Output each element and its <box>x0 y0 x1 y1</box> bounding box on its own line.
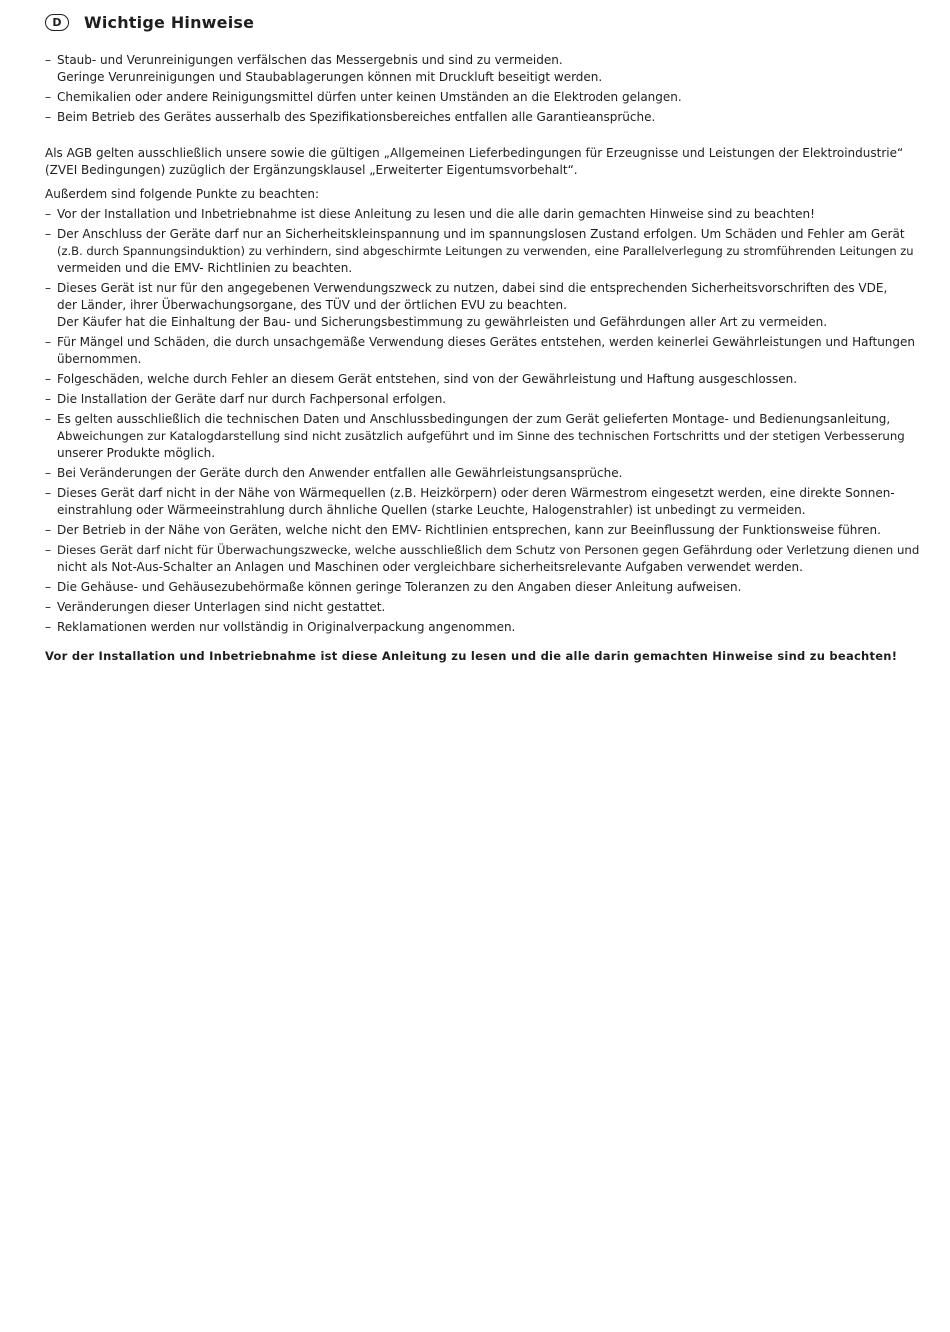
list-item <box>45 485 910 519</box>
list-item <box>45 599 910 616</box>
language-badge: D <box>45 14 69 31</box>
list-item <box>45 52 910 86</box>
list-item-line: – Dieses Gerät ist nur für den angegebenen Verwendungszweck zu nutzen, dabei sind die entsprechenden Sicherheitsvorschriften des VDE, <box>57 281 888 295</box>
list-item-line: Abweichungen zur Katalogdarstellung sind nicht zusätzlich aufgeführt und im Sinne des technischen Fortschritts und der stetigen Verbesserung <box>57 429 905 443</box>
list-item-line: – Veränderungen dieser Unterlagen sind nicht gestattet. <box>57 600 386 614</box>
list-item-line: – Reklamationen werden nur vollständig in Originalverpackung angenommen. <box>57 620 516 634</box>
list-item-line: – Die Installation der Geräte darf nur durch Fachpersonal erfolgen. <box>57 392 447 406</box>
list-item-line: – Für Mängel und Schäden, die durch unsachgemäße Verwendung dieses Gerätes entstehen, werden keinerlei Gewährleistungen und Haftungen <box>57 335 916 349</box>
intro-section <box>45 52 910 129</box>
agb-line: Als AGB gelten ausschließlich unsere sowie die gültigen „Allgemeinen Lieferbedingungen für Erzeugnisse und Leistungen der Elektroindustrie“ <box>45 146 904 160</box>
list-item-line: vermeiden und die EMV- Richtlinien zu beachten. <box>57 261 353 275</box>
list-item-line: Geringe Verunreinigungen und Staubablagerungen können mit Druckluft beseitigt werden. <box>57 70 603 84</box>
list-item-line: nicht als Not-Aus-Schalter an Anlagen und Maschinen oder vergleichbare sicherheitsrelevante Aufgaben verwendet werden. <box>57 560 803 574</box>
agb-paragraph <box>45 145 910 179</box>
list-item-line: – Chemikalien oder andere Reinigungsmittel dürfen unter keinen Umständen an die Elektroden gelangen. <box>57 90 682 104</box>
list-item-line: – Bei Veränderungen der Geräte durch den Anwender entfallen alle Gewährleistungsansprüche. <box>57 466 623 480</box>
list-item-line: – Folgeschäden, welche durch Fehler an diesem Gerät entstehen, sind von der Gewährleistung und Haftung ausgeschlossen. <box>57 372 798 386</box>
list-item <box>45 206 910 223</box>
list-item-line: – Der Betrieb in der Nähe von Geräten, welche nicht den EMV- Richtlinien entsprechen, kann zur Beeinflussung der Funktionsweise führen. <box>57 523 881 537</box>
list-item-line: – Beim Betrieb des Gerätes ausserhalb des Spezifikationsbereiches entfallen alle Garantieansprüche. <box>57 110 656 124</box>
intro-list <box>45 52 910 126</box>
list-item <box>45 542 920 576</box>
list-item-line: – Dieses Gerät darf nicht in der Nähe von Wärmequellen (z.B. Heizkörpern) oder deren Wärmestrom eingesetzt werden, eine direkte Sonnen- <box>57 486 895 500</box>
list-item-line: (z.B. durch Spannungsinduktion) zu verhindern, sind abgeschirmte Leitungen zu verwenden, eine Parallelverlegung zu stromführenden Leitungen zu <box>57 244 914 258</box>
list-item-line: einstrahlung oder Wärmeeinstrahlung durch ähnliche Quellen (starke Leuchte, Halogenstrahler) ist unbedingt zu vermeiden. <box>57 503 806 517</box>
list-item-line: – Dieses Gerät darf nicht für Überwachungszwecke, welche ausschließlich dem Schutz von Personen gegen Gefährdung oder Verletzung dienen und <box>57 543 920 557</box>
list-item <box>45 522 910 539</box>
list-item <box>45 371 910 388</box>
list-item <box>45 334 916 368</box>
list-item <box>45 579 910 596</box>
list-item-line: übernommen. <box>57 352 142 366</box>
list-item <box>45 280 910 331</box>
list-item-line: – Vor der Installation und Inbetriebnahme ist diese Anleitung zu lesen und die alle darin gemachten Hinweise sind zu beachten! <box>57 207 815 221</box>
list-item-line: – Es gelten ausschließlich die technischen Daten und Anschlussbedingungen der zum Gerät gelieferten Montage- und Bedienungsanleitung, <box>57 412 891 426</box>
list-item <box>45 89 910 106</box>
points-intro: Außerdem sind folgende Punkte zu beachten: <box>45 187 320 201</box>
list-item <box>45 619 910 636</box>
list-item <box>45 411 910 462</box>
list-item <box>45 226 914 277</box>
points-list <box>45 206 920 636</box>
list-item-line: – Staub- und Verunreinigungen verfälschen das Messergebnis und sind zu vermeiden. <box>57 53 563 67</box>
document-header <box>45 10 254 34</box>
list-item <box>45 465 910 482</box>
final-notice: Vor der Installation und Inbetriebnahme ist diese Anleitung zu lesen und die alle darin gemachten Hinweise sind zu beachten! <box>45 649 898 663</box>
page-title: Wichtige Hinweise <box>84 12 255 32</box>
list-item-line: der Länder, ihrer Überwachungsorgane, des TÜV und der örtlichen EVU zu beachten. <box>57 298 567 312</box>
list-item <box>45 109 910 126</box>
list-item-line: – Die Gehäuse- und Gehäusezubehörmaße können geringe Toleranzen zu den Angaben dieser Anleitung aufweisen. <box>57 580 742 594</box>
agb-line: (ZVEI Bedingungen) zuzüglich der Ergänzungsklausel „Erweiterter Eigentumsvorbehalt“. <box>45 163 578 177</box>
list-item-line: – Der Anschluss der Geräte darf nur an Sicherheitskleinspannung und im spannungslosen Zustand erfolgen. Um Schäden und Fehler am Gerät <box>57 227 905 241</box>
list-item-line: Der Käufer hat die Einhaltung der Bau- und Sicherungsbestimmung zu gewährleisten und Gefährdungen aller Art zu vermeiden. <box>57 315 828 329</box>
list-item-line: unserer Produkte möglich. <box>57 446 216 460</box>
points-section <box>45 186 920 639</box>
list-item <box>45 391 910 408</box>
